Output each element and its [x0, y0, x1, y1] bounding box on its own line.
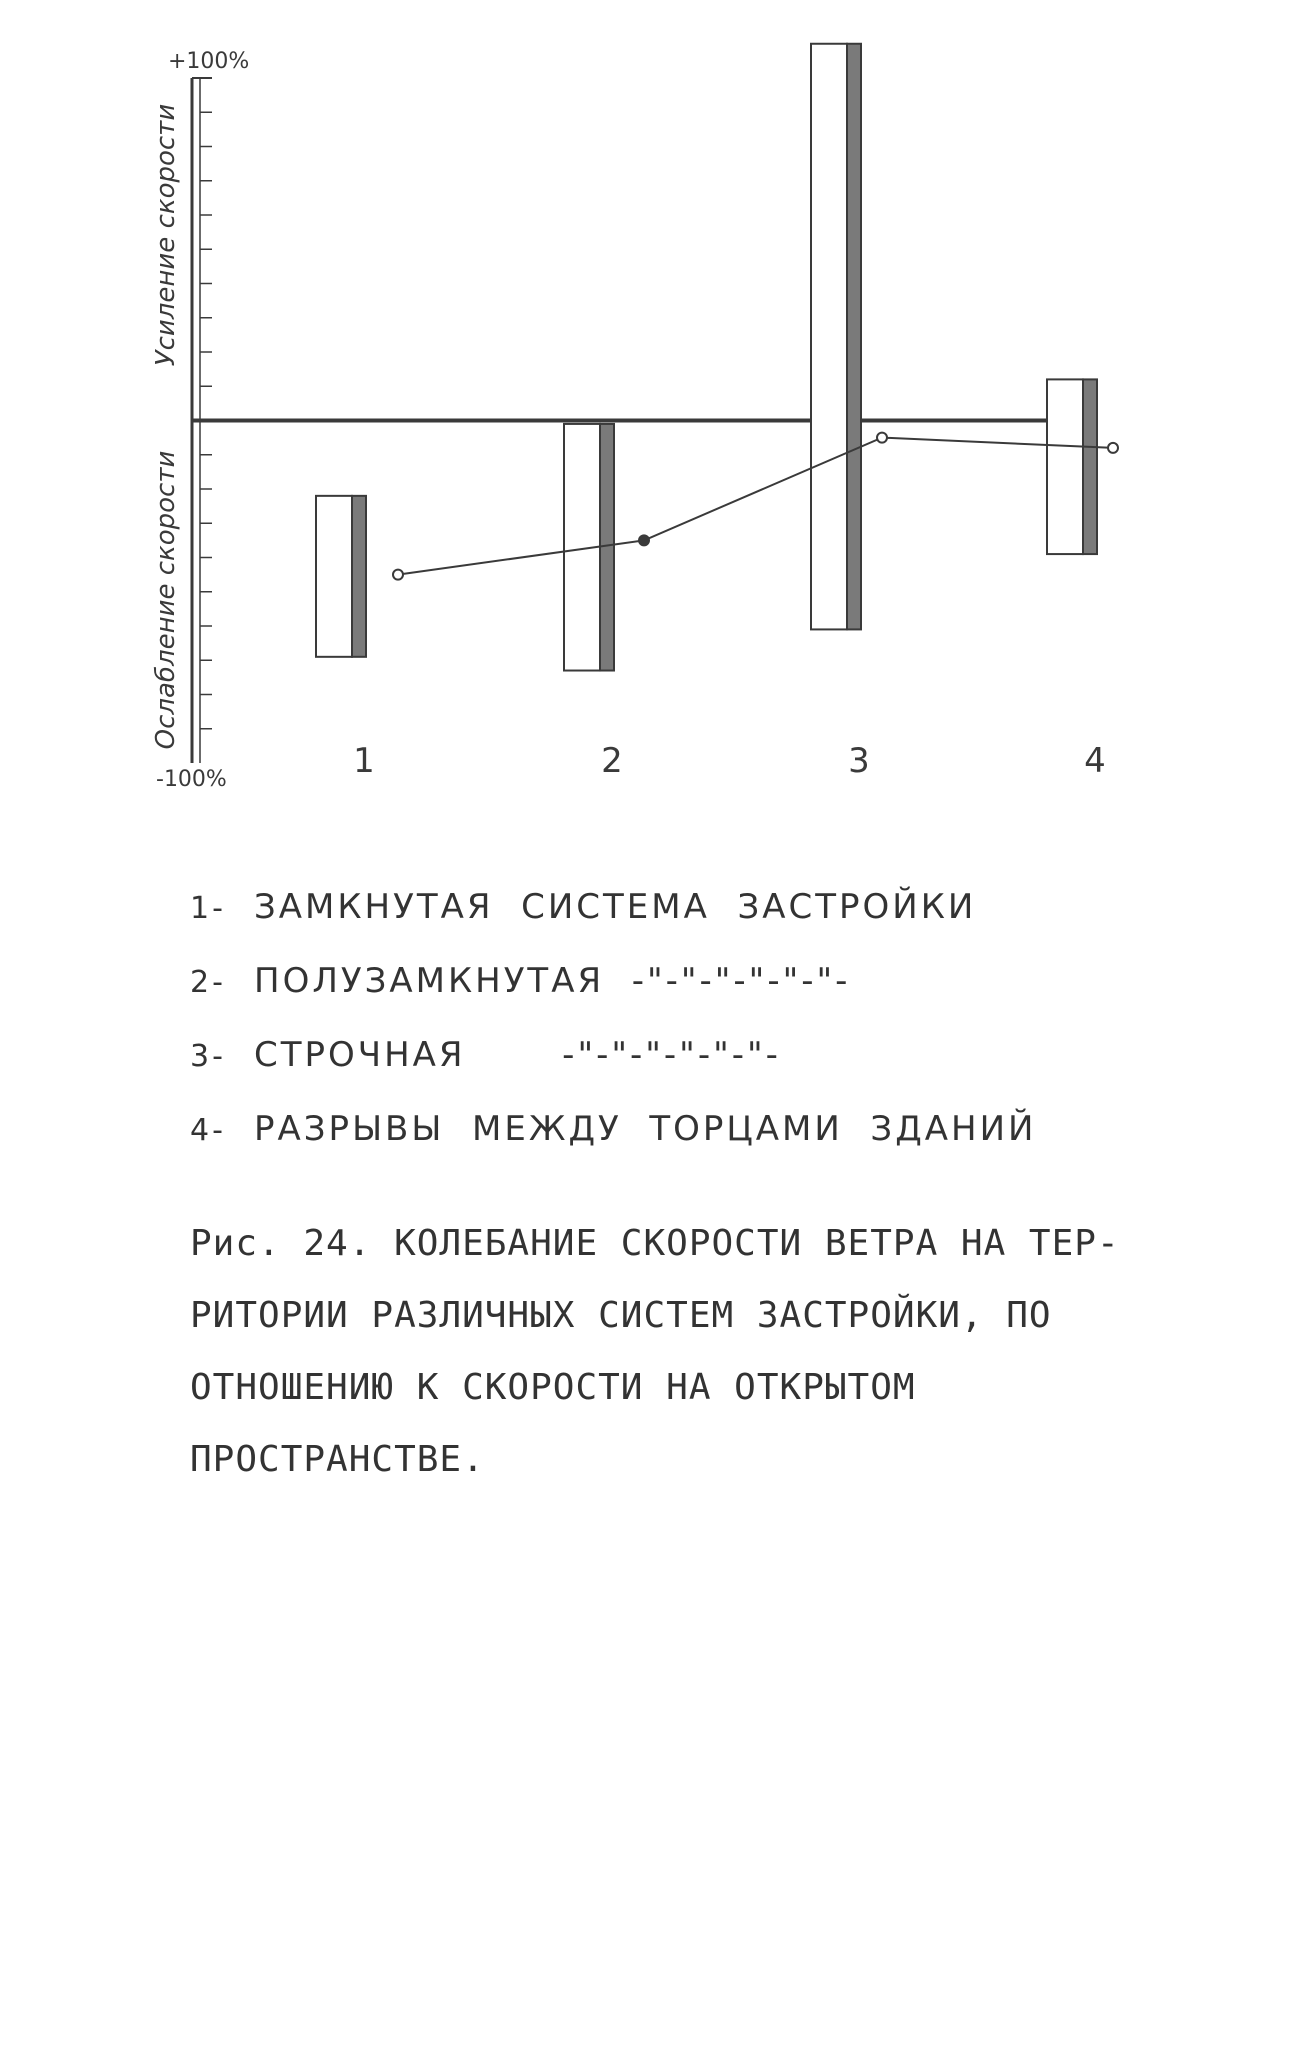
midpoint-marker-1: [393, 570, 403, 580]
x-tick-label: 1: [353, 741, 375, 781]
legend-number: 1-: [190, 891, 226, 926]
range-bar-3: [811, 44, 861, 630]
legend-number: 2-: [190, 965, 226, 1000]
range-bar-light-part: [811, 44, 847, 630]
y-axis-title-lower: Ослабление скорости: [151, 450, 181, 750]
legend-item-4: [190, 1092, 1090, 1166]
range-bar-1: [316, 496, 366, 657]
range-bar-dark-part: [847, 44, 861, 630]
wind-speed-chart: [0, 0, 1292, 820]
midpoint-marker-4: [1108, 443, 1118, 453]
legend-number: 3-: [190, 1039, 226, 1074]
midpoint-series-line: [398, 438, 1113, 575]
range-bar-4: [1047, 379, 1097, 554]
category-labels: [353, 741, 1106, 781]
legend-text: СТРОЧНАЯ -"-"-"-"-"-"-: [254, 1035, 781, 1075]
legend-text: РАЗРЫВЫ МЕЖДУ ТОРЦАМИ ЗДАНИЙ: [254, 1109, 1037, 1149]
y-axis-title-upper: Усиление скорости: [151, 103, 181, 367]
range-bar-light-part: [1047, 379, 1083, 554]
range-bar-light-part: [316, 496, 352, 657]
legend-text: ПОЛУЗАМКНУТАЯ -"-"-"-"-"-"-: [254, 961, 851, 1001]
midpoint-markers: [393, 433, 1118, 580]
midpoint-marker-3: [877, 433, 887, 443]
midpoint-marker-2: [639, 535, 649, 545]
legend-item-2: [190, 944, 1090, 1018]
y-axis-top-label: +100%: [168, 49, 250, 74]
x-tick-label: 2: [601, 741, 623, 781]
range-bar-dark-part: [1083, 379, 1097, 554]
range-bars: [316, 44, 1097, 671]
range-bar-dark-part: [600, 424, 614, 671]
legend-text: ЗАМКНУТАЯ СИСТЕМА ЗАСТРОЙКИ: [254, 887, 977, 927]
legend: [190, 870, 1090, 1166]
legend-number: 4-: [190, 1113, 226, 1148]
y-axis-bottom-label: -100%: [156, 767, 227, 792]
figure-caption: Рис. 24. КОЛЕБАНИЕ СКОРОСТИ ВЕТРА НА ТЕР- РИТОРИИ РАЗЛИЧНЫХ СИСТЕМ ЗАСТРОЙКИ, ПО ОТНОШЕНИЮ К СКОРОСТИ НА ОТКРЫТОМ ПРОСТРАНСТВЕ.: [190, 1223, 1120, 1480]
x-tick-label: 4: [1084, 741, 1106, 781]
legend-item-1: [190, 870, 1090, 944]
range-bar-dark-part: [352, 496, 366, 657]
legend-item-3: [190, 1018, 1090, 1092]
x-tick-label: 3: [848, 741, 870, 781]
